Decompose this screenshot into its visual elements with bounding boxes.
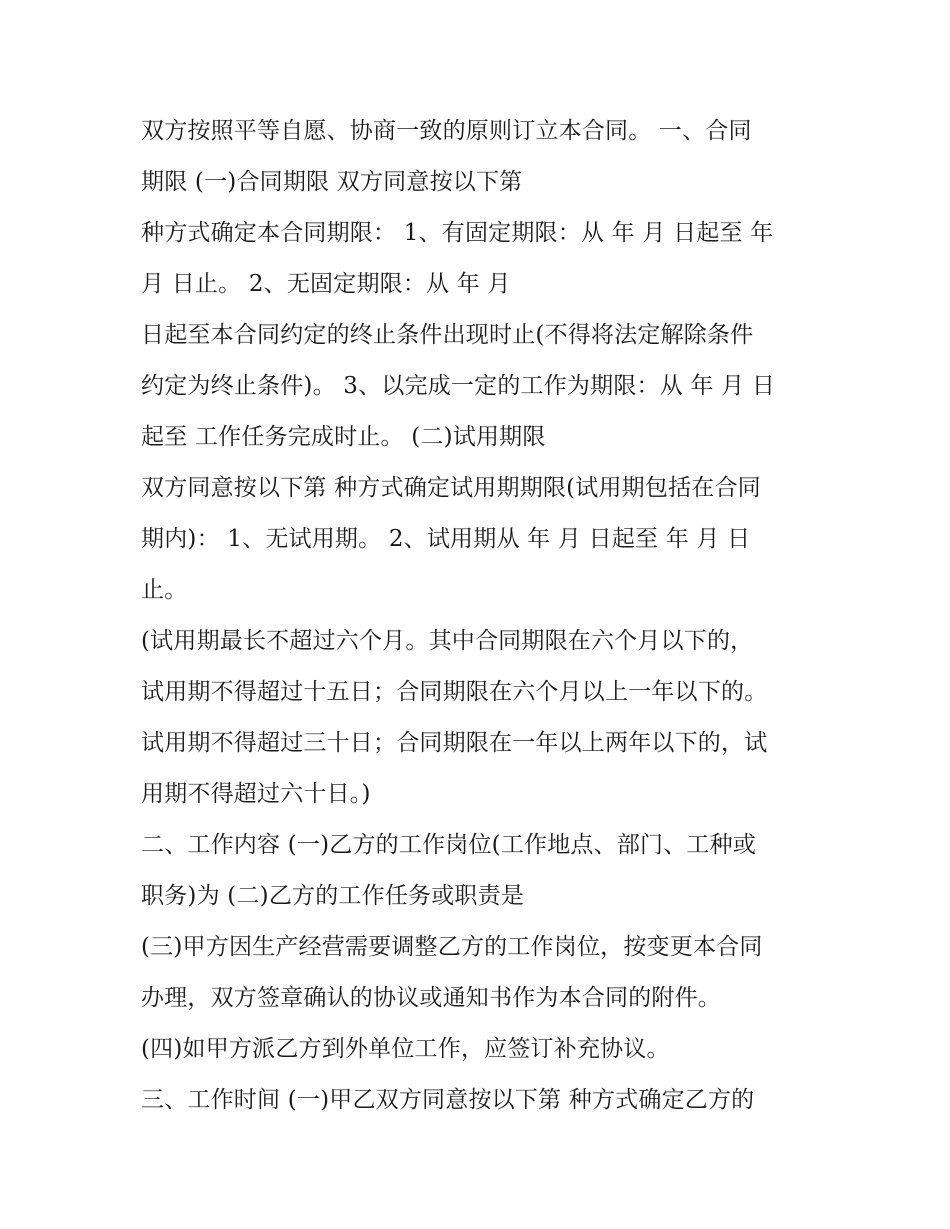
text-line: 试用期不得超过十五日；合同期限在六个月以上一年以下的。 xyxy=(141,679,768,705)
text-line: 双方按照平等自愿、协商一致的原则订立本合同。 一、合同 xyxy=(141,118,752,144)
text-line: 种方式确定本合同期限： 1、有固定期限：从 年 月 日起至 年 xyxy=(141,220,774,246)
text-line: 期限 (一)合同期限 双方同意按以下第 xyxy=(141,169,523,195)
text-line: 三、工作时间 (一)甲乙双方同意按以下第 种方式确定乙方的 xyxy=(141,1087,755,1113)
text-line: 办理，双方签章确认的协议或通知书作为本合同的附件。 xyxy=(141,985,721,1011)
text-line: 约定为终止条件)。 3、以完成一定的工作为期限：从 年 月 日 xyxy=(141,373,776,399)
text-line: 职务)为 (二)乙方的工作任务或职责是 xyxy=(141,883,525,909)
text-line: (四)如甲方派乙方到外单位工作，应签订补充协议。 xyxy=(141,1036,670,1062)
text-line: 月 日止。 2、无固定期限：从 年 月 xyxy=(141,271,511,297)
text-line: (试用期最长不超过六个月。其中合同期限在六个月以下的， xyxy=(141,628,754,654)
text-line: 止。 xyxy=(141,577,188,603)
text-line: (三)甲方因生产经营需要调整乙方的工作岗位，按变更本合同 xyxy=(141,934,763,960)
text-line: 试用期不得超过三十日；合同期限在一年以上两年以下的，试 xyxy=(141,730,768,756)
text-line: 起至 工作任务完成时止。 (二)试用期限 xyxy=(141,424,546,450)
text-line: 二、工作内容 (一)乙方的工作岗位(工作地点、部门、工种或 xyxy=(141,832,757,858)
text-line: 双方同意按以下第 种方式确定试用期期限(试用期包括在合同 xyxy=(141,475,761,501)
text-line: 期内)： 1、无试用期。 2、试用期从 年 月 日起至 年 月 日 xyxy=(141,526,751,552)
text-line: 日起至本合同约定的终止条件出现时止(不得将法定解除条件 xyxy=(141,322,754,348)
contract-text xyxy=(141,108,821,1128)
text-line: 用期不得超过六十日。) xyxy=(141,781,371,807)
